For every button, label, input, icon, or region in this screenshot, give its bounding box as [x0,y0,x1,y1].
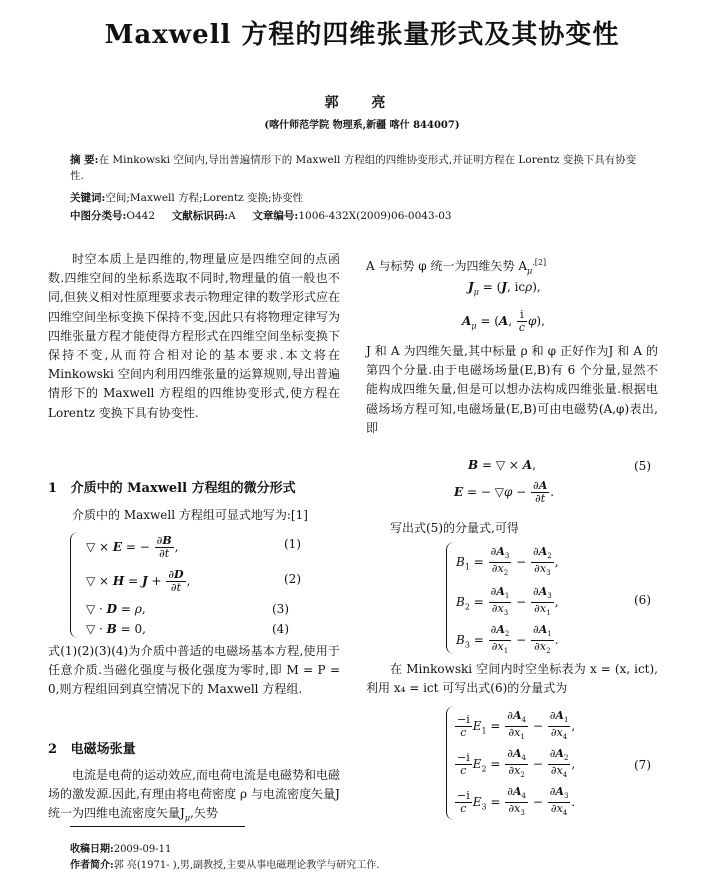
bio-label: 作者简介: [70,860,114,871]
equation-a-mu: $A_\mu = (A$, $\frac{i}{c}$ φ), [462,308,545,334]
section-2-para-1-text: 电流是电荷的运动效应,而电荷电流是电磁势和电磁场的激发源.因此,有理由将电荷密度 ρ 与电流密度矢量J 统一为四维电流密度矢量J [48,768,340,821]
right-para-1: A 与标势 φ 统一为四维矢势 $A_\mu^{.[2]}$ [366,258,547,276]
classification-line [70,208,650,224]
equation-brace [70,532,79,638]
intro-text: 时空本质上是四维的,物理量应是四维空间的点函数.四维空间的坐标系选取不同时,物理量的值一般也不同,但狭义相对性原理要求表示物理定律的数学形式应在四维空间坐标变换下保持不变,因此只有将物理定律写为四维张量方程才能使得方程形式在四维空间坐标变换下保持不变,从而符合相对论的基本要求.本文将在 Minkowski 空间内利用四维张量的运算规则,导出普遍情形下的 Maxwell 方程组的四维协变形式,使方程在 Lorentz 变换下具有协变性. [48,252,340,420]
equation-1-number: (1) [284,537,301,551]
footnote-rule [70,826,245,827]
doc-code-label: 文献标识码: [171,210,229,222]
equation-5-number: (5) [634,459,651,473]
equation-2-number: (2) [284,572,301,586]
bio-text: 郭 亮(1971- ),男,副教授,主要从事电磁理论教学与研究工作. [113,860,380,871]
section-1-para-2-text: 式(1)(2)(3)(4)为介质中普适的电磁场基本方程,使用于任意介质.当磁化强度与极化强度为零时,即 M = P = 0,则方程组回到真空情况下的 Maxwell 方程组. [48,644,340,697]
section-1-heading [48,477,296,496]
section-2-title: 电磁场张量 [70,742,136,757]
abstract-text: 在 Minkowski 空间内,导出普遍情形下的 Maxwell 方程组的四维协变形式,并证明方程在 Lorentz 变换下具有协变性. [70,154,637,182]
abstract-label: 摘 要: [70,154,99,166]
equation-4: ▽ · B = 0, [86,622,146,636]
equation-6-b3: $B_3$ = $\frac{\partial A_2}{\partial x_1}$ − $\frac{\partial A_1}{\partial x_2}$ . [456,623,559,656]
equation-6-brace [446,542,455,654]
article-number-value: 1006-432X(2009)06-0043-03 [298,210,452,222]
right-para-2-text: J 和 A 为四维矢量,其中标量 ρ 和 φ 正好作为J 和 A 的第四个分量.由于电磁场场量(E,B)有 6 个分量,显然不能构成四维矢量,但是可以想办法构成四维张量.根据电磁场场方程可知,电磁场量(E,B)可由电磁势(A,φ)表出,即 [366,344,658,435]
section-2-heading [48,738,136,757]
section-2-number: 2 [48,742,58,757]
equation-6-b2: $B_2$ = $\frac{\partial A_1}{\partial x_3}$ − $\frac{\partial A_3}{\partial x_1}$ , [456,585,559,618]
paper-title: Maxwell 方程的四维张量形式及其协变性 [104,20,620,50]
author-name: 郭 亮 [324,95,400,111]
affiliation: (喀什师范学院 物理系,新疆 喀什 844007) [264,120,460,131]
equation-7-e2: $\frac{-i}{c}$ $E_2$ = $\frac{\partial A_4}{\partial x_2}$ − $\frac{\partial A_2}{\partial x_4}$ , [457,747,576,780]
clc-label: 中图分类号: [70,210,127,222]
right-para-2 [366,342,658,438]
equation-6-b1: $B_1$ = $\frac{\partial A_3}{\partial x_2}$ − $\frac{\partial A_2}{\partial x_3}$ , [456,545,559,578]
right-para-4 [366,660,658,698]
equation-5-e: E = − ▽φ − $\frac{\partial A}{\partial t}$ . [454,479,555,505]
keywords [70,190,650,206]
doc-code-value: A [228,210,236,222]
article-number-label: 文章编号: [252,210,299,222]
equation-7-e3: $\frac{-i}{c}$ $E_3$ = $\frac{\partial A_4}{\partial x_3}$ − $\frac{\partial A_3}{\partial x_4}$ . [457,785,576,818]
right-para-4-text: 在 Minkowski 空间内时空坐标表为 x = (x, ict),利用 x₄ = ict 可写出式(6)的分量式为 [366,662,658,696]
section-1-para-1 [48,506,340,525]
citation-2: .[2] [532,258,547,267]
equation-4-number: (4) [272,622,289,636]
section-1-para-1-text: 介质中的 Maxwell 方程组可显式地写为:[1] [72,508,308,522]
keywords-label: 关键词: [70,192,106,204]
equation-1: ▽ × E = − $\frac{\partial B}{\partial t}$ , [86,534,179,560]
section-1-number: 1 [48,481,58,496]
keywords-text: 空间;Maxwell 方程;Lorentz 变换;协变性 [105,192,304,204]
received-date [70,842,171,858]
equation-5-b: B = ▽ × A, [468,458,536,472]
received-value: 2009-09-11 [113,844,172,855]
right-para-3 [366,519,658,538]
equation-2: ▽ × H = J + $\frac{\partial D}{\partial t}$ , [86,568,191,594]
right-para-3-text: 写出式(5)的分量式,可得 [390,521,519,535]
equation-3-number: (3) [272,602,289,616]
section-1-title: 介质中的 Maxwell 方程组的微分形式 [70,481,296,496]
abstract [70,152,650,184]
section-2-para-1: 电流是电荷的运动效应,而电荷电流是电磁势和电磁场的激发源.因此,有理由将电荷密度 ρ 与电流密度矢量J 统一为四维电流密度矢量$J_\mu$,矢势 [48,768,340,823]
equation-j-mu: $J_\mu = (J$, icρ), [468,280,541,297]
equation-3: ▽ · D = ρ, [86,602,146,616]
equation-6-number: (6) [634,593,651,607]
received-label: 收稿日期: [70,844,114,855]
author-bio [70,858,379,874]
section-1-para-2 [48,642,340,700]
right-para-1-text: A 与标势 φ 统一为四维矢势 A [366,259,527,273]
section-2-para-1-tail: ,矢势 [190,806,218,821]
equation-7-e1: $\frac{-i}{c}$ $E_1$ = $\frac{\partial A_4}{\partial x_1}$ − $\frac{\partial A_1}{\partial x_4}$ , [457,709,576,742]
clc-value: O442 [126,210,156,222]
intro-paragraph [48,250,340,423]
equation-7-number: (7) [634,758,651,772]
